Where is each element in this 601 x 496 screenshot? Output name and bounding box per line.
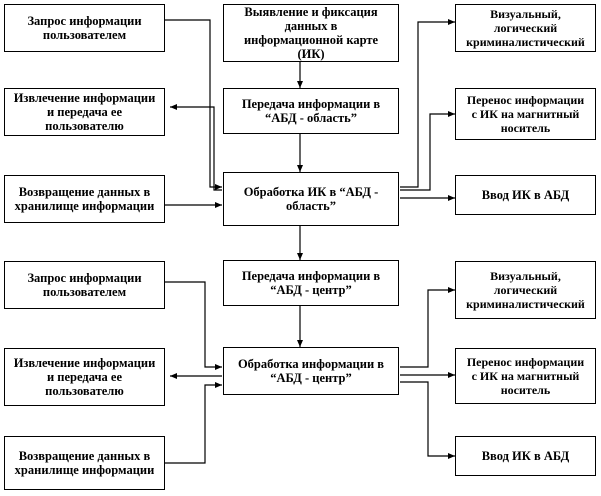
return-label-lower: Возвращение данных в хранилище информации: [14, 449, 155, 477]
arrow-process-to-extract1: [170, 107, 222, 190]
detect-box: [223, 4, 399, 62]
return-box-upper: [4, 175, 165, 223]
input-box-upper: [455, 175, 596, 215]
carrier-box-upper: [455, 88, 596, 140]
extract-label-lower: Извлечение информации и передача ее пользователю: [13, 356, 156, 398]
arrow-process-center-to-input2: [400, 382, 455, 456]
process-region-box: [223, 172, 399, 226]
input-label-upper: Ввод ИК в АБД: [481, 188, 570, 202]
arrow-process-to-carrier1: [400, 114, 455, 190]
extract-box-lower: [4, 348, 165, 406]
extract-label-upper: Извлечение информации и передача ее пользователю: [13, 91, 156, 133]
transfer-region-box: [223, 88, 399, 134]
query-box-upper: [4, 4, 165, 52]
query-label-lower: Запрос информации пользователем: [27, 271, 142, 299]
transfer-center-box: [223, 260, 399, 306]
carrier-label-upper: Перенос информации с ИК на магнитный носитель: [466, 93, 585, 135]
arrow-process-to-visual1: [400, 22, 455, 187]
visual-box-upper: [455, 4, 596, 52]
carrier-label-lower: Перенос информации с ИК на магнитный носитель: [466, 355, 585, 397]
transfer-center-label: Передача информации в “АБД - центр”: [241, 269, 381, 297]
visual-box-lower: [455, 261, 596, 319]
extract-box-upper: [4, 88, 165, 136]
visual-label-upper: Визуальный, логический криминалистический: [466, 7, 585, 49]
transfer-region-label: Передача информации в “АБД - область”: [241, 97, 381, 125]
input-box-lower: [455, 436, 596, 476]
process-center-box: [223, 347, 399, 395]
arrow-query2-to-process-center: [165, 282, 222, 367]
query-label-upper: Запрос информации пользователем: [27, 14, 142, 42]
visual-label-lower: Визуальный, логический криминалистический: [466, 269, 585, 311]
arrow-process-center-to-visual2: [400, 290, 455, 367]
process-region-label: Обработка ИК в “АБД - область”: [243, 185, 379, 213]
detect-label: Выявление и фиксация данных в информационной карте (ИК): [243, 5, 379, 61]
carrier-box-lower: [455, 348, 596, 404]
process-center-label: Обработка информации в “АБД - центр”: [237, 357, 385, 385]
input-label-lower: Ввод ИК в АБД: [481, 449, 570, 463]
arrow-return2-to-process-center: [165, 385, 222, 463]
return-box-lower: [4, 436, 165, 490]
return-label-upper: Возвращение данных в хранилище информации: [14, 185, 155, 213]
query-box-lower: [4, 261, 165, 309]
